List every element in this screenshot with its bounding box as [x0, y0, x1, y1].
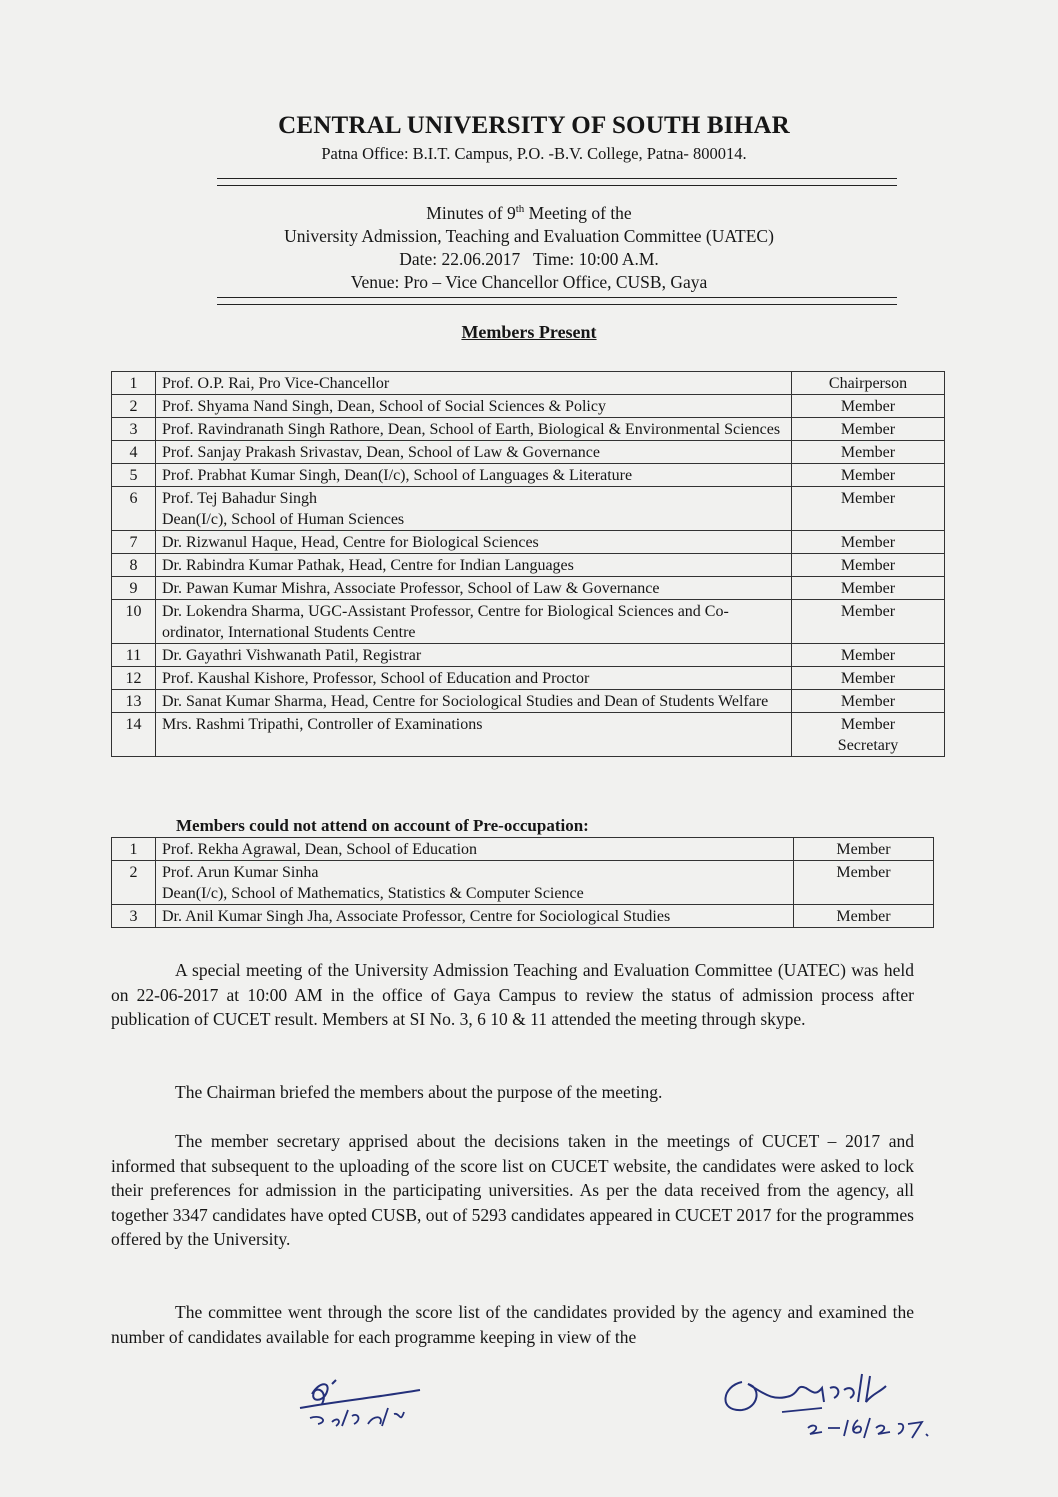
meeting-details	[0, 198, 1058, 294]
member-name	[156, 372, 792, 395]
member-role-line: Member	[840, 467, 896, 484]
member-role	[792, 600, 945, 644]
table-row	[112, 667, 945, 690]
member-name-line: Dr. Anil Kumar Singh Jha, Associate Professor, Centre for Sociological Studies	[162, 908, 671, 925]
member-role	[792, 554, 945, 577]
member-name	[156, 905, 794, 928]
member-role-line: Member	[840, 716, 896, 733]
serial-number: 11	[112, 644, 156, 667]
absent-members-heading: Members could not attend on account of Pre-occupation:	[176, 816, 589, 835]
member-role	[792, 487, 945, 531]
table-row	[112, 905, 934, 928]
member-name-line: Dr. Rabindra Kumar Pathak, Head, Centre for Indian Languages	[162, 557, 574, 574]
paragraph-chairman: The Chairman briefed the members about the purpose of the meeting.	[175, 1082, 663, 1102]
member-role-line: Member	[840, 490, 896, 507]
table-row	[112, 577, 945, 600]
member-role	[792, 418, 945, 441]
absent-members-table	[111, 837, 934, 928]
member-name	[156, 600, 792, 644]
member-name-line: Dr. Pawan Kumar Mishra, Associate Professor, School of Law & Governance	[162, 580, 660, 597]
member-name	[156, 441, 792, 464]
member-role-line: Member	[836, 908, 891, 925]
member-role-line: Member	[840, 444, 896, 461]
member-name	[156, 487, 792, 531]
serial-number: 9	[112, 577, 156, 600]
member-name-line: Prof. Rekha Agrawal, Dean, School of Education	[162, 841, 478, 858]
member-role-line: Member	[840, 580, 896, 597]
university-address: Patna Office: B.I.T. Campus, P.O. -B.V. College, Patna- 800014.	[321, 144, 747, 163]
serial-number: 12	[112, 667, 156, 690]
serial-number: 2	[112, 395, 156, 418]
member-name-line: Prof. Arun Kumar Sinha	[162, 864, 319, 881]
table-row	[112, 441, 945, 464]
member-name-line: Dr. Sanat Kumar Sharma, Head, Centre for Sociological Studies and Dean of Students Welfare	[162, 693, 769, 710]
member-role-line: Member	[836, 864, 891, 881]
member-name	[156, 464, 792, 487]
table-row	[112, 861, 934, 905]
member-role-line: Member	[840, 647, 896, 664]
paragraph-meeting-summary: A special meeting of the University Admission Teaching and Evaluation Committee (UATEC) was held on 22-06-2017 at 10:00 AM in the office of Gaya Campus to review the status of admission process after publication of CUCET result. Members at SI No. 3, 6 10 & 11 attended the meeting through skype.	[111, 960, 914, 1029]
member-name	[156, 531, 792, 554]
table-row	[112, 644, 945, 667]
member-role	[794, 905, 934, 928]
table-row	[112, 395, 945, 418]
member-name	[156, 838, 794, 861]
member-name-line: Prof. Prabhat Kumar Singh, Dean(I/c), School of Languages & Literature	[162, 467, 633, 484]
serial-number: 14	[112, 713, 156, 757]
table-row	[112, 487, 945, 531]
table-row	[112, 464, 945, 487]
university-name: CENTRAL UNIVERSITY OF SOUTH BIHAR	[278, 112, 790, 139]
member-name	[156, 690, 792, 713]
table-row	[112, 418, 945, 441]
minutes-title: Minutes of 9th Meeting of the	[426, 202, 632, 223]
member-name-line: Prof. Kaushal Kishore, Professor, School of Education and Proctor	[162, 670, 590, 687]
serial-number: 5	[112, 464, 156, 487]
member-name	[156, 418, 792, 441]
member-name	[156, 861, 794, 905]
member-name-line: Dr. Gayathri Vishwanath Patil, Registrar	[162, 647, 422, 664]
paragraph-secretary-report: The member secretary apprised about the decisions taken in the meetings of CUCET – 2017 and informed that subsequent to the uploading of the score list on CUCET website, the candidates were asked to lock their preferences for admission in the participating universities. As per the data received from the agency, all together 3347 candidates have opted CUSB, out of 5293 candidates appeared in CUCET 2017 for the programmes offered by the University.	[111, 1131, 914, 1249]
member-name-line: Mrs. Rashmi Tripathi, Controller of Examinations	[162, 716, 483, 733]
member-name-line: Prof. O.P. Rai, Pro Vice-Chancellor	[162, 375, 390, 392]
serial-number: 7	[112, 531, 156, 554]
member-role-line: Member	[840, 693, 896, 710]
table-row	[112, 372, 945, 395]
member-name	[156, 577, 792, 600]
serial-number: 3	[112, 418, 156, 441]
serial-number: 4	[112, 441, 156, 464]
member-name-line: Prof. Sanjay Prakash Srivastav, Dean, School of Law & Governance	[162, 444, 600, 461]
double-rule-bottom	[217, 297, 897, 305]
member-name	[156, 395, 792, 418]
member-role	[792, 690, 945, 713]
members-present-heading: Members Present	[461, 322, 597, 342]
member-name-line: Prof. Ravindranath Singh Rathore, Dean, School of Earth, Biological & Environmental Sciences	[162, 421, 781, 438]
serial-number: 2	[112, 861, 156, 905]
member-name	[156, 667, 792, 690]
serial-number: 8	[112, 554, 156, 577]
meeting-date-time: Date: 22.06.2017 Time: 10:00 A.M.	[399, 248, 659, 269]
paragraph-committee-review: The committee went through the score list of the candidates provided by the agency and examined the number of candidates available for each programme keeping in view of the	[111, 1302, 914, 1347]
signature-right	[712, 1362, 942, 1442]
member-role-line: Secretary	[837, 737, 899, 754]
member-name-line: Prof. Tej Bahadur Singh	[162, 490, 318, 507]
member-role	[792, 644, 945, 667]
letterhead	[0, 112, 1058, 164]
serial-number: 1	[112, 372, 156, 395]
member-role-line: Member	[840, 557, 896, 574]
serial-number: 6	[112, 487, 156, 531]
member-role-line: Member	[840, 670, 896, 687]
member-role	[792, 441, 945, 464]
table-row	[112, 554, 945, 577]
member-role-line: Member	[840, 421, 896, 438]
member-role-line: Member	[840, 398, 896, 415]
member-role	[792, 531, 945, 554]
member-role	[792, 464, 945, 487]
member-role-line: Chairperson	[828, 375, 908, 392]
member-role	[792, 395, 945, 418]
member-name	[156, 644, 792, 667]
member-role	[794, 838, 934, 861]
member-role	[792, 713, 945, 757]
member-role	[792, 372, 945, 395]
member-designation-line: Dean(I/c), School of Human Sciences	[162, 511, 405, 528]
member-role	[792, 667, 945, 690]
member-role-line: Member	[840, 534, 896, 551]
table-row	[112, 600, 945, 644]
serial-number: 1	[112, 838, 156, 861]
member-role-line: Member	[836, 841, 891, 858]
serial-number: 3	[112, 905, 156, 928]
table-row	[112, 531, 945, 554]
serial-number: 13	[112, 690, 156, 713]
members-present-table	[111, 371, 945, 757]
member-name	[156, 713, 792, 757]
member-name-line: Dr. Lokendra Sharma, UGC-Assistant Professor, Centre for Biological Sciences and Co-ordinator, International Students Centre	[162, 603, 729, 641]
table-row	[112, 838, 934, 861]
member-role-line: Member	[840, 603, 896, 620]
signature-left	[292, 1372, 432, 1432]
double-rule-top	[217, 178, 897, 186]
member-role	[792, 577, 945, 600]
meeting-venue: Venue: Pro – Vice Chancellor Office, CUSB, Gaya	[350, 271, 708, 292]
member-designation-line: Dean(I/c), School of Mathematics, Statistics & Computer Science	[162, 885, 584, 902]
serial-number: 10	[112, 600, 156, 644]
member-role	[794, 861, 934, 905]
member-name-line: Prof. Shyama Nand Singh, Dean, School of Social Sciences & Policy	[162, 398, 606, 415]
member-name-line: Dr. Rizwanul Haque, Head, Centre for Biological Sciences	[162, 534, 539, 551]
table-row	[112, 690, 945, 713]
committee-name: University Admission, Teaching and Evaluation Committee (UATEC)	[284, 225, 774, 246]
table-row	[112, 713, 945, 757]
member-name	[156, 554, 792, 577]
